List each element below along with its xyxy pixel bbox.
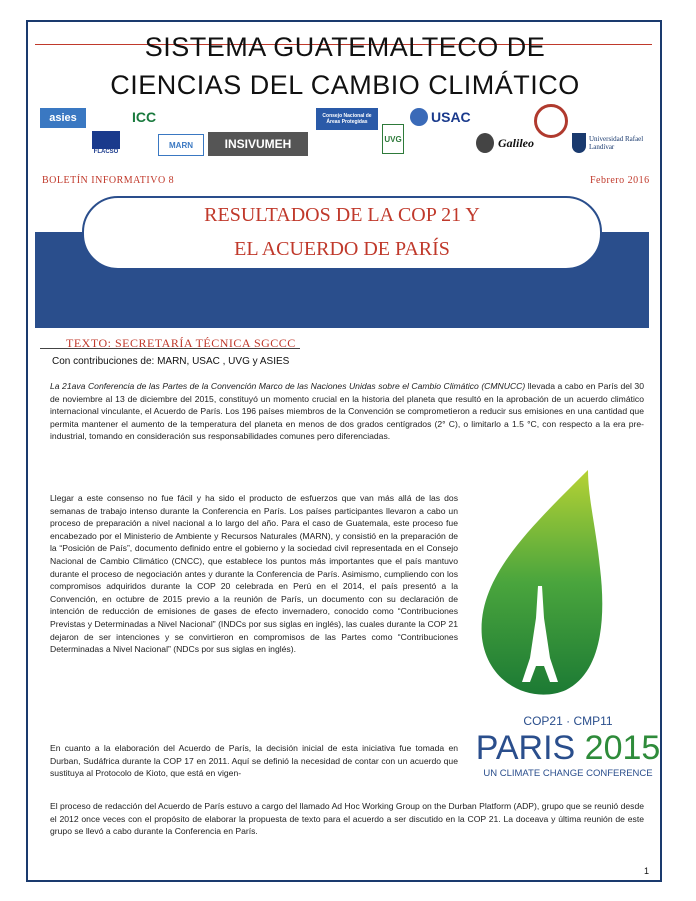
url-logo: [572, 130, 648, 156]
page-title: [40, 28, 650, 104]
cop-full-name: La 21ava Conferencia de las Partes de la Convención Marco de las Naciones Unidas sobre el Cambio Climático (CMNUCC): [50, 381, 526, 391]
headline-line-1: RESULTADOS DE LA COP 21 Y: [204, 204, 480, 226]
galileo-portrait-icon: [476, 133, 494, 153]
paragraph-durban: En cuanto a la elaboración del Acuerdo de París, la decisión inicial de esta iniciativa fue tomada en Durban, Sudáfrica durante la COP 17 en 2011. Aquí se definió la necesidad de contar con un acuerdo que sustituya al Protocolo de Kioto, que está en vigen-: [50, 743, 458, 779]
cop21-leaf-logo: [470, 468, 610, 704]
bulletin-date: Febrero 2016: [590, 175, 650, 186]
title-line-2: CIENCIAS DEL CAMBIO CLIMÁTICO: [110, 70, 580, 100]
icc-logo: ICC: [131, 109, 157, 125]
usac-seal-icon: [410, 108, 428, 126]
insivumeh-logo: INSIVUMEH: [208, 132, 308, 156]
usac-label: USAC: [431, 109, 471, 125]
usac-logo: [410, 106, 476, 128]
marn-logo: MARN: [158, 134, 204, 156]
galileo-label: Galileo: [498, 135, 534, 150]
paragraph-intro: [50, 380, 644, 443]
cop-conference-name: UN CLIMATE CHANGE CONFERENCE: [483, 768, 653, 779]
cop-subtitle: COP21 · CMP11: [523, 714, 613, 728]
conap-logo: Consejo Nacional de Áreas Protegidas: [316, 108, 378, 130]
url-label: Universidad Rafael Landívar: [589, 135, 644, 151]
galileo-logo: [476, 132, 542, 154]
paragraph-consensus: Llegar a este consenso no fue fácil y ha sido el producto de esfuerzos que van más allá de las dos semanas de trabajo intenso durante la Conferencia en París. Los países participantes llevaron a cabo un proceso de preparación a nivel nacional a lo largo del año. Para el caso de Guatemala, este proceso fue encabezado por el Ministerio de Ambiente y Recursos Naturales (MARN), y consistió en la preparación de la “Posición de País”, documento definido entre el gobierno y la sociedad civil representada en el Consejo Nacional de Cambio Climático (CNCC), que establece los puntos más importantes que el país mantuvo durante el proceso de negociación antes y durante la Conferencia de París. Asimismo, cumpliendo con los compromisos adquiridos durante la COP 20 celebrada en Perú en el 2014, el país presentó a la Convención, en octubre de 2015 previo a la reunión de París, un documento con su declaración de intención de reducción de emisiones de gases de efecto invernadero, conocido como “Contribuciones Previstas y Determinadas a Nivel Nacional” (INDCs por sus siglas en inglés), las cuales durante la COP 21 dejaron de ser intenciones y se convirtieron en compromisos de las Partes como “Contribuciones Determinadas a Nivel Nacional” (NDCs por sus siglas en inglés).: [50, 493, 458, 655]
author-credit: TEXTO: SECRETARÍA TÉCNICA SGCCC: [66, 336, 296, 350]
bulletin-label: BOLETÍN INFORMATIVO 8: [42, 175, 175, 186]
uvg-logo: UVG: [382, 124, 404, 154]
cop-year: 2015: [584, 729, 661, 767]
headline-line-2: EL ACUERDO DE PARÍS: [234, 238, 450, 260]
cop-paris: PARIS: [475, 729, 576, 767]
author-rule: [40, 348, 300, 349]
page-number: 1: [644, 866, 650, 876]
flacso-label: FLACSO: [93, 149, 119, 155]
asies-logo: asies: [40, 108, 86, 128]
flacso-logo: [88, 128, 124, 158]
url-crest-icon: [572, 133, 586, 153]
title-line-1: SISTEMA GUATEMALTECO DE: [144, 32, 546, 62]
flacso-emblem-icon: [92, 131, 120, 149]
paragraph-adp: El proceso de redacción del Acuerdo de París estuvo a cargo del llamado Ad Hoc Working Group on the Durban Platform (ADP), grupo que se reunió desde el 2012 once veces con el propósito de elaborar la propuesta de texto para el acuerdo a ser discutido en la COP 21. La doceava y última reunión de este grupo se llevó a cabo durante la Conferencia en París.: [50, 801, 644, 837]
cop-paris-year: [468, 728, 668, 768]
intro-text: llevada a cabo en París del 30 de noviembre al 13 de diciembre del 2015, constituyó un momento crucial en la historia del planeta que resultó en la aprobación de un acuerdo climático internacional vinculante, el Acuerdo de París. Los 196 países miembros de la Convención se comprometieron a reducir sus emisiones en una cantidad que permita mantener el aumento de la temperatura del planeta en menos de dos grados centígrados (2° C), o limitarlo a 1.5 °C, con respecto a la era pre-industrial, tomando en consideración sus responsabilidades comunes pero diferenciadas.: [50, 381, 644, 442]
contributions-line: Con contribuciones de: MARN, USAC , UVG y ASIES: [52, 356, 290, 367]
